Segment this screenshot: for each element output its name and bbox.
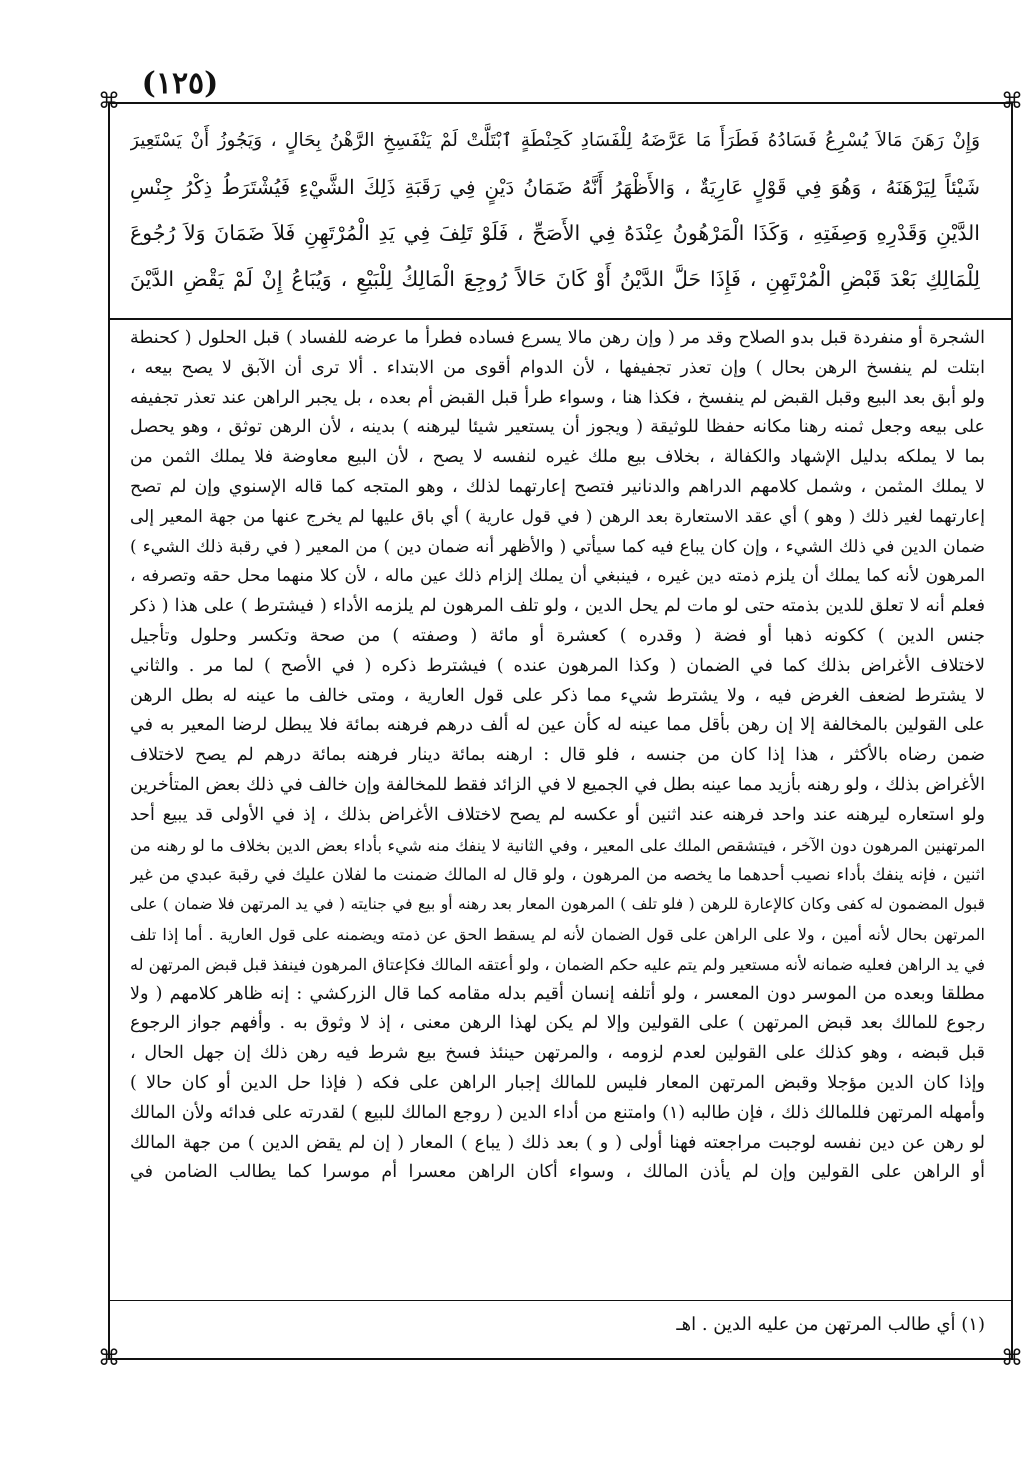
matn-line: الدَّيْنِ وَقَدْرِهِ وَصِفَتِهِ ، وَكَذَا الْمَرْهُونُ عِنْدَهُ فِي الأَصَحِّ ، فَلَوْ تَلِفَ فِي يَدِ الْمُرْتَهِنِ فَلاَ ضَمَانَ وَلاَ رُجُوعَ [130, 221, 980, 245]
footnote-separator-rule [108, 1300, 1013, 1301]
footnote: (١) أي طالب المرتهن من عليه الدين . اهـ [676, 1314, 985, 1335]
sharh-line: ولو أبق بعد البيع وقبل القبض لم ينفسخ ، فكذا هنا ، وسواء طرأ قبل القبض أم بعده ، بل يجبر الراهن عند تعذر تجفيفه [130, 387, 985, 408]
sharh-line: رجوع للمالك بعد قبض المرتهن ) على القولين وإلا لم يكن لهذا الرهن معنى ، إذ لا وثوق به . وأفهم جواز الرجوع [130, 1013, 985, 1034]
sharh-line: وإذا كان الدين مؤجلا وقبض المرتهن المعار فليس للمالك إجبار الراهن على فكه ( فإذا حل الدين أو كان حالا ) [130, 1072, 985, 1093]
sharh-line: على بيعه وجعل ثمنه رهنا مكانه حفظا للوثيقة ( ويجوز أن يستعير شيئا ليرهنه ) بدينه ، لأن الرهن توثق ، وهو يحصل [130, 417, 985, 438]
matn-line: وَإِنْ رَهَنَ مَالاَ يُسْرِعُ فَسَادُهُ فَطَرَأَ مَا عَرَّضَهُ لِلْفَسَادِ كَحِنْطَةٍ ٱبْتَلَّتْ لَمْ يَنْفَسِخِ الرَّهْنُ بِحَالٍ ، وَيَجُوزُ أَنْ يَسْتَعِيرَ [130, 130, 980, 151]
sharh-line: بما لا يملكه بدليل الإشهاد والكفالة ، بخلاف بيع ملك غيره لنفسه لا يصح ، لأن البيع معاوضة فلا يملك الثمن من [130, 447, 985, 468]
sharh-line: لا يشترط لضعف الغرض فيه ، ولا يشترط شيء مما ذكر على قول العارية ، ومتى خالف ما عينه له بطل الرهن [130, 685, 985, 706]
sharh-line: إعارتهما لغير ذلك ( وهو ) أي عقد الاستعارة بعد الرهن ( في قول عارية ) أي باق عليها لم يخرج عنها من جهة المعير إلى [130, 506, 985, 527]
sharh-line: قبل قبضه ، وهو كذلك على القولين لعدم لزومه ، والمرتهن حينئذ فسخ بيع شرط فيه رهن ذلك إن جهل الحال ، [130, 1043, 985, 1064]
frame-right-rule [1011, 102, 1013, 1360]
matn-line: شَيْئاً لِيَرْهَنَهُ ، وَهُوَ فِي قَوْلٍ عَارِيَةٌ ، وَالأَظْهَرُ أَنَّهُ ضَمَانُ دَيْنٍ فِي رَقَبَةِ ذَلِكَ الشَّيْءِ فَيُشْتَرَطُ ذِكْرُ جِنْسِ [130, 175, 980, 199]
matn-separator-rule [108, 318, 1013, 320]
sharh-line: لا يملك المثمن ، وشمل كلامهم الدراهم والدنانير فتصح إعارتهما لذلك ، وهو المتجه كما قاله الإسنوي وإن لم تصح [130, 476, 985, 497]
sharh-line: لو رهن عن دين نفسه لوجبت مراجعته فهنا أولى ( و ) بعد ذلك ( يباع ) المعار ( إن لم يقض الدين ) من جهة المالك [130, 1132, 985, 1153]
sharh-line: مطلقا وبعده من الموسر دون المعسر ، ولو أتلفه إنسان أقيم بدله مقامه كما قال الزركشي : إنه ظاهر كلامهم ( ولا [130, 983, 985, 1004]
sharh-line: ضمن رضاه بالأكثر ، هذا إذا كان من جنسه ، فلو قال : ارهنه بمائة دينار فرهنه بمائة درهم لم يصح لاختلاف [130, 745, 985, 766]
frame-top-rule [108, 102, 1013, 104]
sharh-line: لاختلاف الأغراض بذلك كما في الضمان ( وكذا المرهون عنده ) فيشترط ذكره ( في الأصح ) لما مر . والثاني [130, 655, 985, 676]
sharh-line: اثنين ، فإنه ينفك بأداء نصيب أحدهما ما يخصه من المرهون ، ولو قال له المالك ضمنت ما لفلان عليك في رقبة عبدي من غير [130, 865, 985, 885]
sharh-line: الشجرة أو منفردة قبل بدو الصلاح وقد مر ( وإن رهن مالا يسرع فساده فطرأ ما عرضه للفساد ) قبل الحلول ( كحنطة [130, 328, 985, 348]
sharh-text-block [130, 324, 985, 1248]
sharh-line: في يد الراهن فعليه ضمانه لأنه مستعير ولم يتم عليه حكم الضمان ، ولو أعتقه المالك فكإعتاق المرهون فينفذ قبل قبض المرتهن له [130, 954, 985, 974]
page-number: (١٢٥) [141, 66, 219, 101]
sharh-line: الأغراض بذلك ، ولو رهنه بأزيد مما عينه بطل في الجميع لا في الزائد فقط للمخالفة وإن خالف في ذلك بعض المتأخرين [130, 774, 985, 795]
ornament-top-right-icon: ⌘ [1001, 89, 1023, 114]
sharh-line: فعلم أنه لا تعلق للدين بذمته حتى لو مات لم يحل الدين ، ولو تلف المرهون لم يلزمه الأداء ( فيشترط ) على هذا ( ذكر [130, 596, 985, 617]
sharh-line: ابتلت لم ينفسخ الرهن بحال ) وإن تعذر تجفيفها ، لأن الدوام أقوى من الابتداء . ألا ترى أن الآبق لا يصح بيعه ، [130, 357, 985, 378]
sharh-line: جنس الدين ) ككونه ذهبا أو فضة ( وقدره ) كعشرة أو مائة ( وصفته ) من صحة وتكسر وحلول وتأجيل [130, 625, 985, 646]
frame-bottom-rule [108, 1358, 1013, 1360]
ornament-bottom-right-icon: ⌘ [1001, 1346, 1023, 1371]
matn-text-block [130, 118, 980, 302]
sharh-line: قبول المضمون له كفى وكان كالإعارة للرهن ( فلو تلف ) المرهون المعار بعد رهنه أو بيع في جنايته ( في يد المرتهن فلا ضمان ) على [130, 895, 985, 914]
ornament-bottom-left-icon: ⌘ [98, 1346, 120, 1371]
ornament-top-left-icon: ⌘ [98, 89, 120, 114]
frame-left-rule [108, 102, 110, 1360]
sharh-line: المرتهنين المرهون دون الآخر ، فيتشقص الملك على المعير ، وفي الثانية لا ينفك منه شيء بأداء بعض الدين بخلاف ما لو رهنه من [130, 835, 985, 855]
sharh-line: المرتهن بحال لأنه أمين ، ولا على الراهن على قول الضمان لأنه لم يسقط الحق عن ذمته ويضمنه على قول العارية . أما إذا تلف [130, 924, 985, 944]
sharh-line [130, 1188, 985, 1218]
sharh-line: وأمهله المرتهن فللمالك ذلك ، فإن طالبه (١) وامتنع من أداء الدين ( روجع المالك للبيع ) لقدرته على فدائه ولأن المالك [130, 1102, 985, 1123]
sharh-line [130, 1218, 985, 1248]
matn-line: لِلْمَالِكِ بَعْدَ قَبْضِ الْمُرْتَهِنِ ، فَإِذَا حَلَّ الدَّيْنُ أَوْ كَانَ حَالاً رُوجِعَ الْمَالِكُ لِلْبَيْعِ ، وَيُبَاعُ إِنْ لَمْ يَقْضِ الدَّيْنَ [130, 267, 980, 291]
sharh-line: ضمان الدين في ذلك الشيء ، وإن كان يباع فيه كما سيأتي ( والأظهر أنه ضمان دين ) من المعير ( في رقبة ذلك الشيء ) [130, 536, 985, 557]
sharh-line: المرهون لأنه كما يملك أن يلزم ذمته دين غيره ، فينبغي أن يملك إلزام ذلك عين ماله ، لأن كلا منهما محل حقه وتصرفه ، [130, 566, 985, 587]
sharh-line: ولو استعاره ليرهنه عند واحد فرهنه عند اثنين أو عكسه لم يصح لاختلاف الأغراض بذلك ، إذ في الأولى قد يبيع أحد [130, 804, 985, 825]
sharh-line: أو الراهن على القولين وإن لم يأذن المالك ، وسواء أكان الراهن معسرا أم موسرا كما يطالب الضامن في [130, 1162, 985, 1183]
sharh-line: على القولين بالمخالفة إلا إن رهن بأقل مما عينه له كأن عين له ألف درهم فرهنه بمائة فلا يبطل لرضا المعير به في [130, 715, 985, 736]
